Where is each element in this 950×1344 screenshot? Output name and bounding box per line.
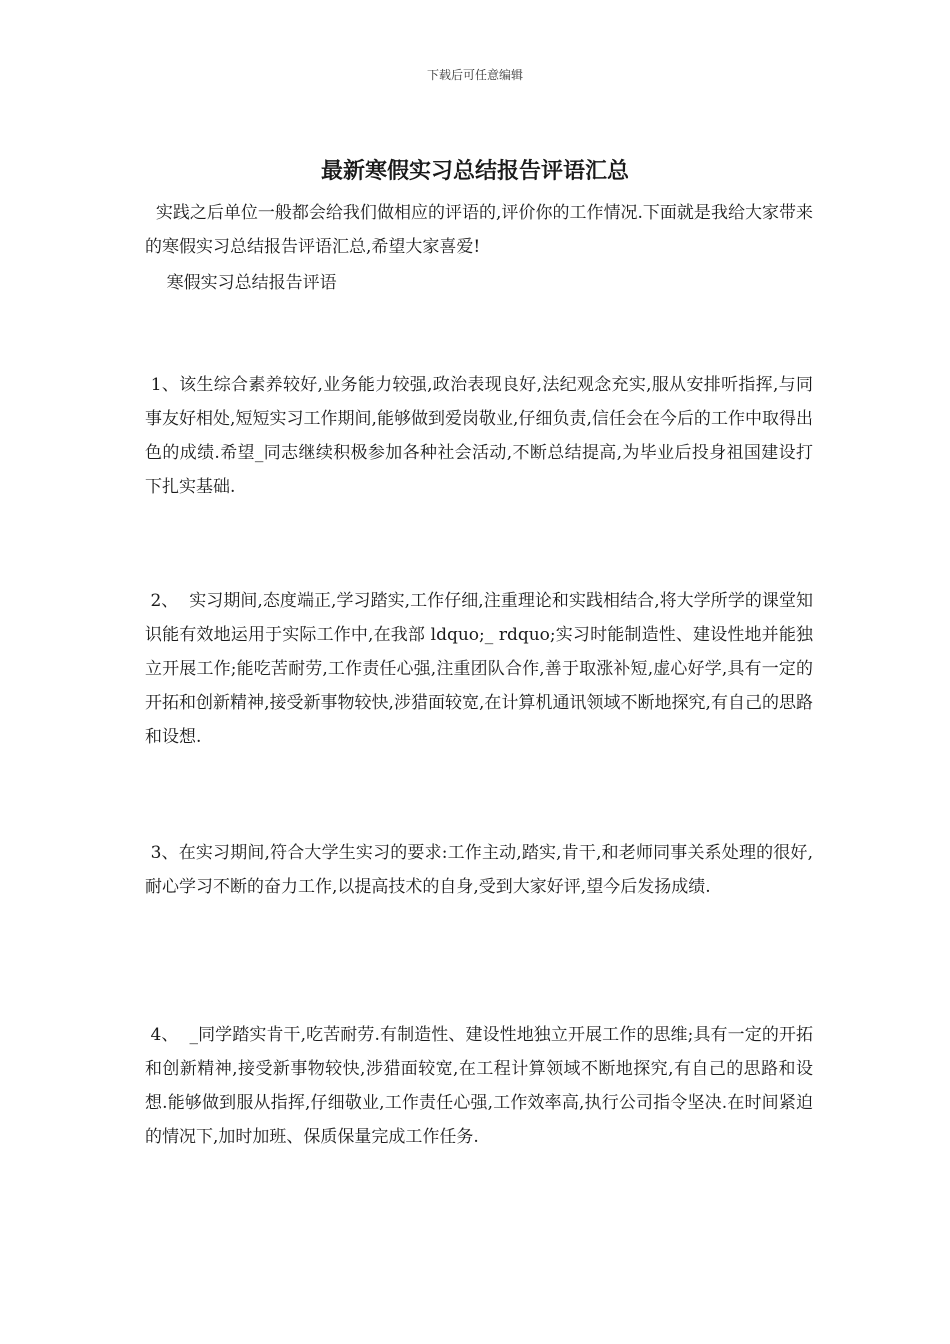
header-note: 下载后可任意编辑 xyxy=(426,68,523,82)
section-subtitle: 寒假实习总结报告评语 xyxy=(145,273,337,293)
comment-item-2: 2、 实习期间,态度端正,学习踏实,工作仔细,注重理论和实践相结合,将大学所学的课堂知识能有效地运用于实际工作中,在我部 ldquo;_ rdquo;实习时能制造性、建设性地并能独立开展工作;能吃苦耐劳,工作责任心强,注重团队合作,善于取涨补短,虚心好学,具有一定的开拓和创新精神,接受新事物较快,涉猎面较宽,在计算机通讯领域不断地探究,有自己的思路和设想. xyxy=(145,591,813,747)
comment-item-3: 3、在实习期间,符合大学生实习的要求:工作主动,踏实,肯干,和老师同事关系处理的很好,耐心学习不断的奋力工作,以提高技术的自身,受到大家好评,望今后发扬成绩. xyxy=(145,843,813,897)
intro-paragraph: 实践之后单位一般都会给我们做相应的评语的,评价你的工作情况.下面就是我给大家带来的寒假实习总结报告评语汇总,希望大家喜爱! xyxy=(145,203,813,257)
document-title: 最新寒假实习总结报告评语汇总 xyxy=(320,158,629,184)
comment-item-1: 1、该生综合素养较好,业务能力较强,政治表现良好,法纪观念充实,服从安排听指挥,与同事友好相处,短短实习工作期间,能够做到爱岗敬业,仔细负责,信任会在今后的工作中取得出色的成绩.希望_同志继续积极参加各种社会活动,不断总结提高,为毕业后投身祖国建设打下扎实基础. xyxy=(145,375,813,497)
comment-item-4: 4、 _同学踏实肯干,吃苦耐劳.有制造性、建设性地独立开展工作的思维;具有一定的开拓和创新精神,接受新事物较快,涉猎面较宽,在工程计算领域不断地探究,有自己的思路和设想.能够做到服从指挥,仔细敬业,工作责任心强,工作效率高,执行公司指令坚决.在时间紧迫的情况下,加时加班、保质保量完成工作任务. xyxy=(145,1025,813,1147)
